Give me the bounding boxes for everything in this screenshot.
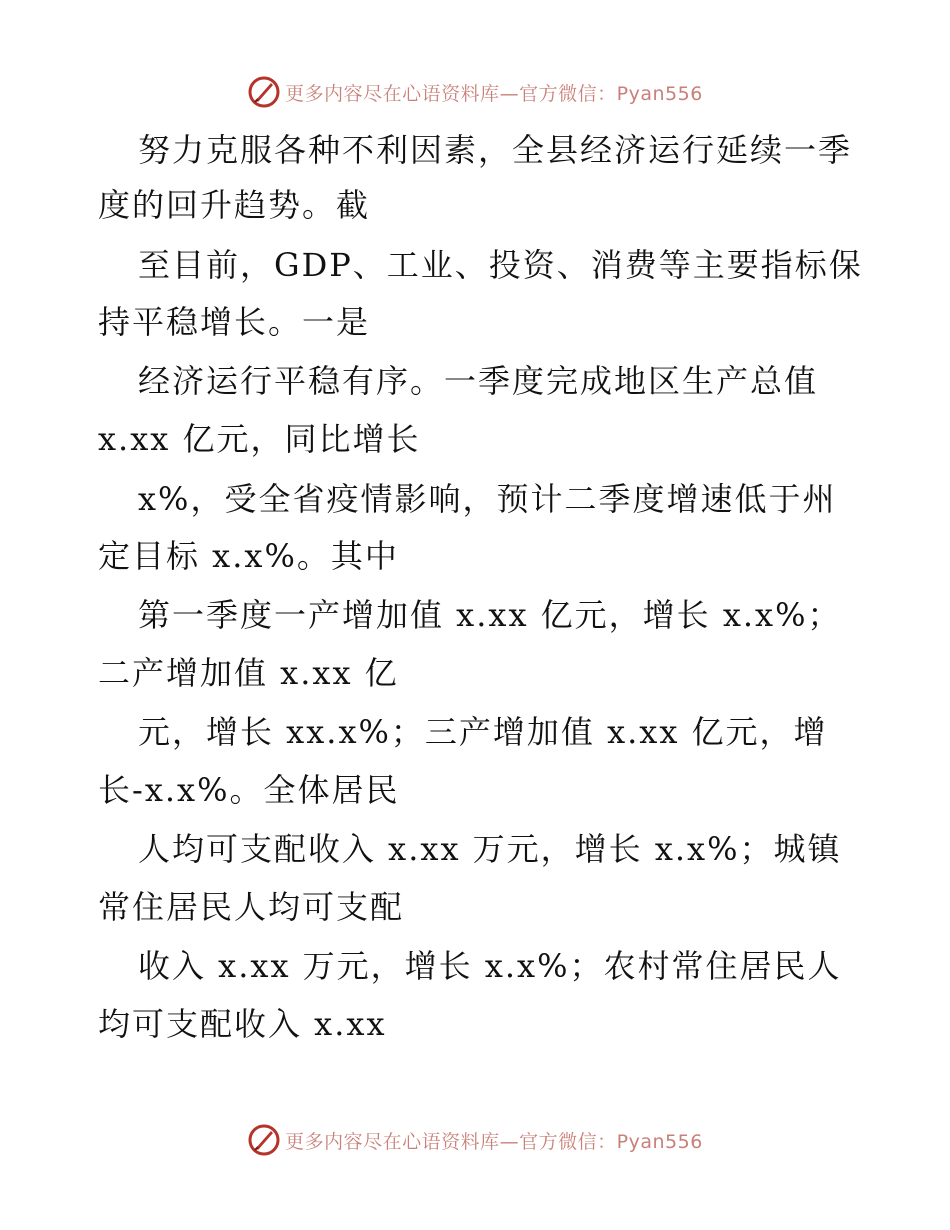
body-line: 定目标 x.x%。其中 — [98, 537, 399, 575]
body-line: x%，受全省疫情影响，预计二季度增速低于州 — [138, 480, 837, 518]
footer-banner — [0, 1120, 950, 1160]
body-line: 均可支配收入 x.xx — [98, 1005, 387, 1043]
body-line: x.xx 亿元，同比增长 — [98, 420, 421, 458]
body-line: 长-x.x%。全体居民 — [98, 771, 400, 809]
body-line: 第一季度一产增加值 x.xx 亿元，增长 x.x%； — [138, 596, 842, 634]
header-brand-text: 更多内容尽在心语资料库—官方微信：Pyan556 — [285, 82, 703, 105]
body-line: 人均可支配收入 x.xx 万元，增长 x.x%；城镇 — [138, 830, 842, 868]
body-line: 经济运行平稳有序。一季度完成地区生产总值 — [138, 362, 819, 400]
body-line: 努力克服各种不利因素，全县经济运行延续一季 — [138, 131, 853, 169]
body-line: 度的回升趋势。截 — [98, 186, 371, 224]
body-line: 二产增加值 x.xx 亿 — [98, 654, 399, 692]
quill-logo-icon — [247, 75, 281, 109]
header-banner — [0, 72, 950, 112]
body-line: 元，增长 xx.x%；三产增加值 x.xx 亿元，增 — [138, 713, 828, 751]
body-line: 至目前，GDP、工业、投资、消费等主要指标保 — [138, 246, 863, 284]
body-line: 收入 x.xx 万元，增长 x.x%；农村常住居民人 — [138, 947, 842, 985]
body-line: 常住居民人均可支配 — [98, 888, 405, 926]
body-line: 持平稳增长。一是 — [98, 303, 371, 341]
quill-logo-icon — [247, 1123, 281, 1157]
footer-brand-text: 更多内容尽在心语资料库—官方微信：Pyan556 — [285, 1130, 703, 1153]
